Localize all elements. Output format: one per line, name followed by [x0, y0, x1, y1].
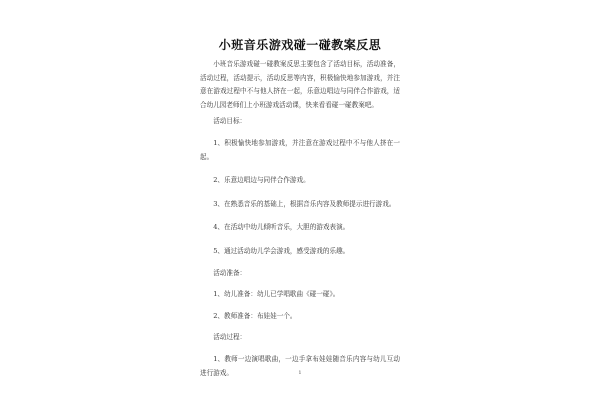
goal-item-5: 5、通过活动幼儿学会游戏，感受游戏的乐趣。 — [213, 246, 350, 255]
process-item-1: 1、教师一边演唱歌曲，一边手拿布娃娃随音乐内容与幼儿互动进行游戏。 — [200, 354, 400, 377]
prep-heading: 活动准备： — [213, 268, 247, 277]
goals-heading: 活动目标： — [213, 117, 247, 126]
document-body — [200, 58, 400, 390]
process-heading: 活动过程： — [213, 333, 247, 342]
goal-item-4: 4、在活动中幼儿倾听音乐，大胆的游戏表演。 — [213, 223, 350, 232]
goal-item-3: 3、在熟悉音乐的基础上，根据音乐内容及教师提示进行游戏。 — [213, 199, 396, 208]
prep-item-1: 1、幼儿准备：幼儿已学唱歌曲《碰一碰》。 — [213, 290, 340, 299]
document-title: 小班音乐游戏碰一碰教案反思 — [218, 38, 382, 52]
prep-item-2: 2、教师准备：布娃娃一个。 — [213, 311, 297, 320]
goal-item-1: 1、积极愉快地参加游戏，并注意在游戏过程中不与他人挤在一起。 — [200, 138, 400, 161]
page-number: 1 — [298, 370, 302, 376]
intro-paragraph: 小班音乐游戏碰一碰教案反思主要包含了活动目标，活动准备，活动过程，活动提示，活动反思等内容，积极愉快地参加游戏，并注意在游戏过程中不与他人挤在一起，乐意边唱边与同伴合作游戏，适合幼儿园老师们上小班游戏活动课，快来看看碰一碰教案吧。 — [200, 60, 400, 109]
goal-item-2: 2、乐意边唱边与同伴合作游戏。 — [213, 176, 310, 185]
